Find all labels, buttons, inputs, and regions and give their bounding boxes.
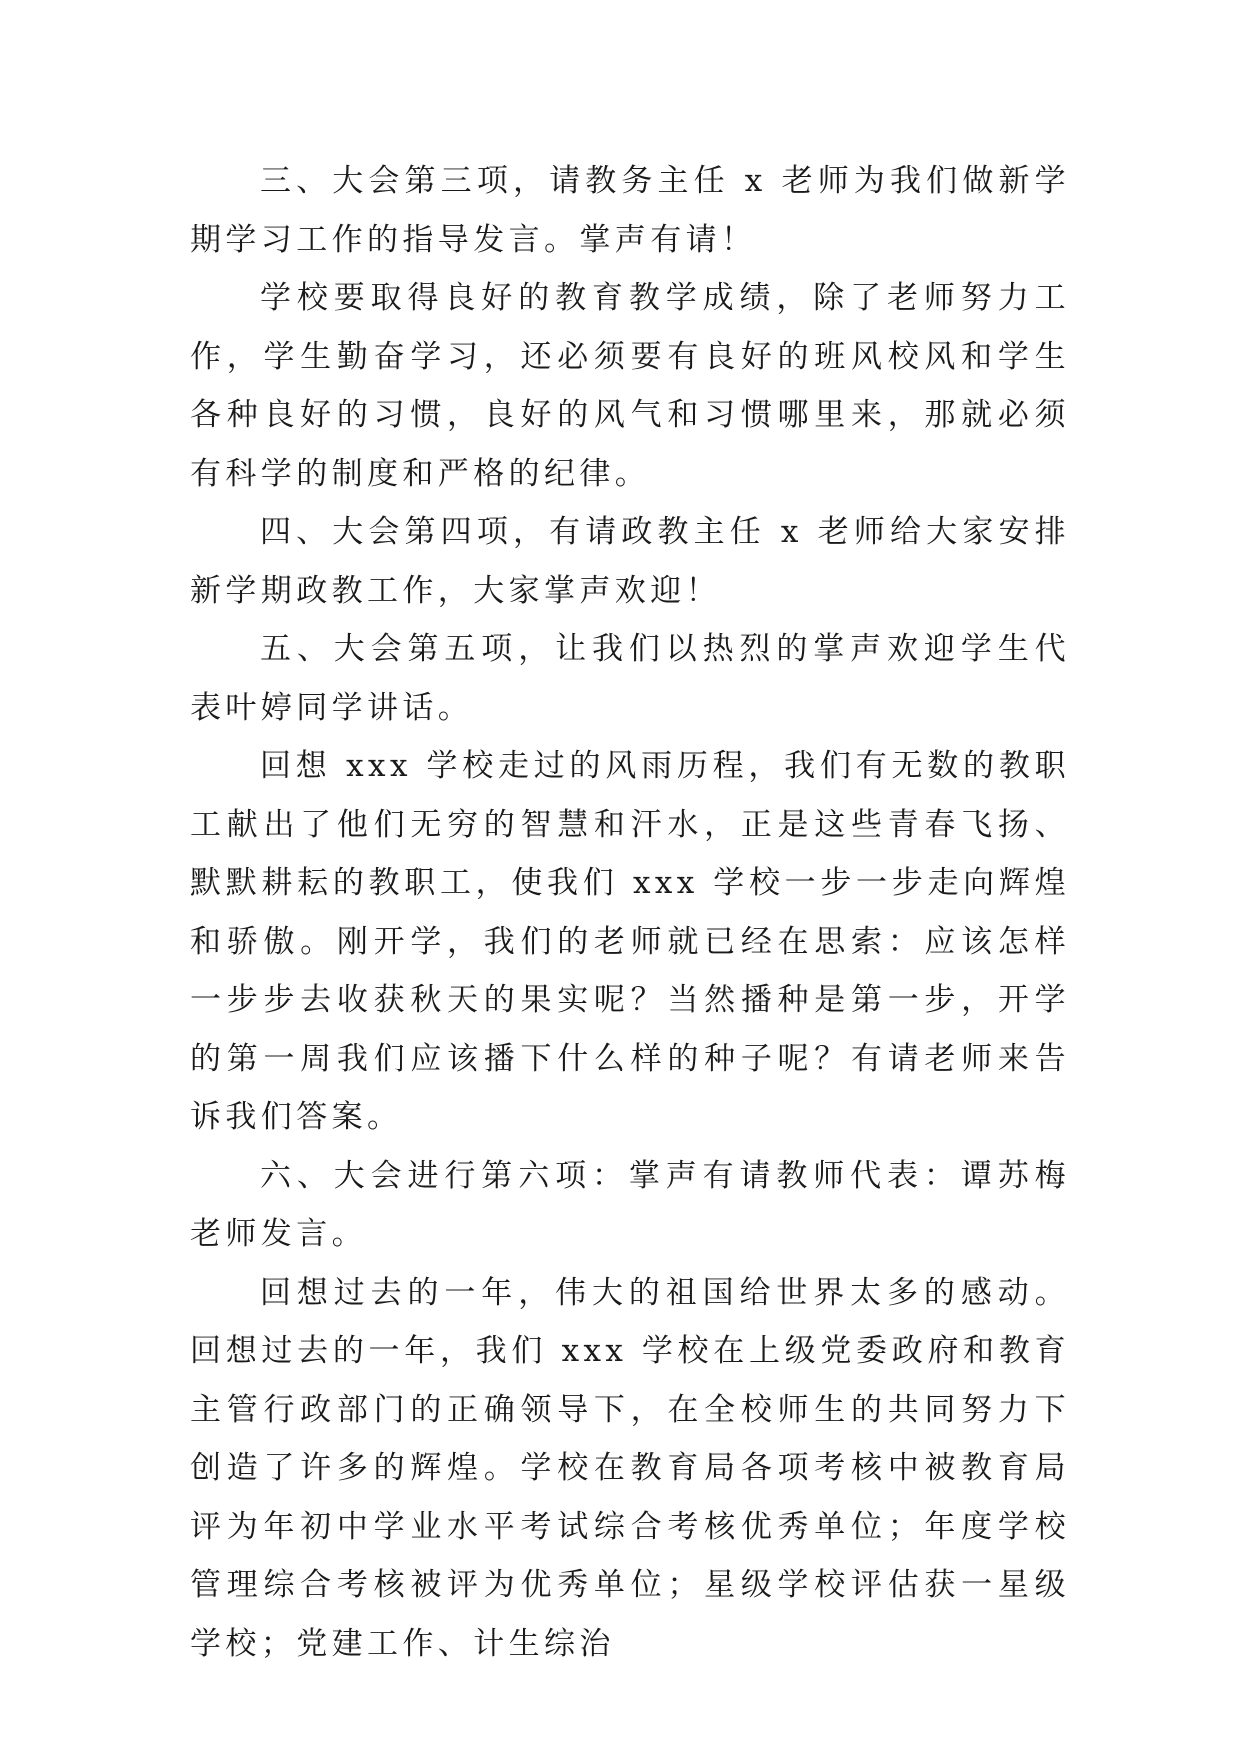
paragraph-item-3: 三、大会第三项，请教务主任 x 老师为我们做新学期学习工作的指导发言。掌声有请！ — [190, 163, 1070, 258]
paragraph-item-4: 四、大会第四项，有请政教主任 x 老师给大家安排新学期政教工作，大家掌声欢迎！ — [190, 514, 1070, 609]
paragraph-past-year: 回想过去的一年，伟大的祖国给世界太多的感动。回想过去的一年，我们 xxx 学校在上级党委政府和教育主管行政部门的正确领导下，在全校师生的共同努力下创造了许多的辉煌。学校在教育局各项考核中被教育局评为年初中学业水平考试综合考核优秀单位；年度学校管理综合考核被评为优秀单位；星级学校评估获一星级学校；党建工作、计生综治 — [190, 1274, 1070, 1662]
paragraph-school-history: 回想 xxx 学校走过的风雨历程，我们有无数的教职工献出了他们无穷的智慧和汗水，正是这些青春飞扬、默默耕耘的教职工，使我们 xxx 学校一步一步走向辉煌和骄傲。刚开学，我们的老师就已经在思索：应该怎样一步步去收获秋天的果实呢？当然播种是第一步，开学的第一周我们应该播下什么样的种子呢？有请老师来告诉我们答案。 — [190, 748, 1070, 1135]
document-body — [190, 152, 1070, 1673]
paragraph-item-6: 六、大会进行第六项：掌声有请教师代表：谭苏梅老师发言。 — [190, 1157, 1070, 1252]
paragraph-item-5: 五、大会第五项，让我们以热烈的掌声欢迎学生代表叶婷同学讲话。 — [190, 631, 1070, 726]
paragraph-school-discipline: 学校要取得良好的教育教学成绩，除了老师努力工作，学生勤奋学习，还必须要有良好的班风校风和学生各种良好的习惯，良好的风气和习惯哪里来，那就必须有科学的制度和严格的纪律。 — [190, 280, 1070, 492]
